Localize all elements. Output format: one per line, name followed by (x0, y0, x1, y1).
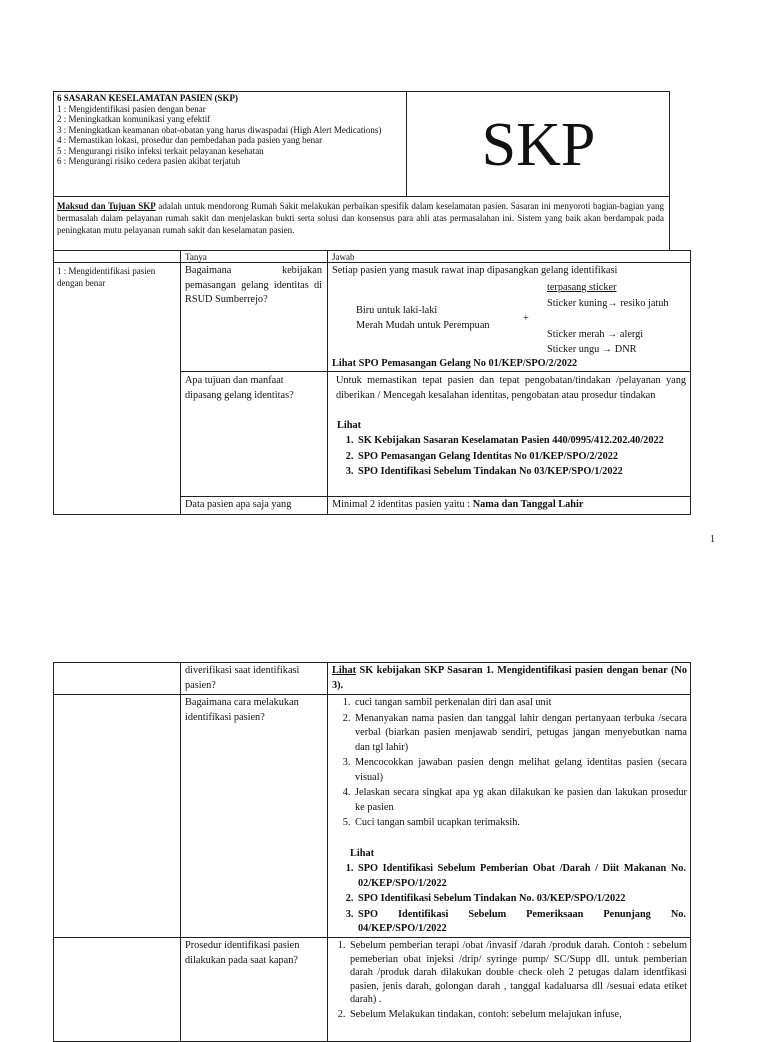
goal-item: 2 : Meningkatkan komunikasi yang efektif (57, 114, 211, 124)
answer-bold: Nama dan Tanggal Lahir (472, 499, 584, 510)
goal-item: 6 : Mengurangi risiko cedera pasien akibat terjatuh (57, 156, 241, 166)
list-item (353, 756, 687, 785)
question-text: Prosedur identifikasi pasien dilakukan pada saat kapan? (185, 940, 300, 966)
list-item (353, 786, 687, 815)
reference-item-text: SPO Identifikasi Sebelum Tindakan No 03/KEP/SPO/1/2022 (358, 466, 623, 477)
list-item-text: Sebelum Melakukan tindakan, contoh: sebelum melajukan infuse, (350, 1008, 622, 1020)
sticker-item: Sticker kuning→ resiko jatuh (547, 298, 669, 309)
reference-list (334, 434, 686, 481)
answer-text: Setiap pasien yang masuk rawat inap dipasangkan gelang identifikasi (332, 265, 618, 276)
goal-item: 1 : Mengidentifikasi pasien dengan benar (57, 103, 206, 114)
reference-body: SK kebijakan SKP Sasaran 1. Mengidentifikasi pasien dengan benar (No 3). (332, 665, 687, 691)
reference-item (356, 465, 686, 480)
goal-item: 4 : Memastikan lokasi, prosedur dan pembedahan pada pasien yang benar (57, 135, 323, 145)
answer-text: Biru untuk laki-laki (356, 305, 438, 316)
col-divider-1 (180, 662, 181, 1042)
section-label: 1 : Mengidentifikasi pasien dengan benar (57, 266, 156, 288)
items-list (326, 939, 687, 1022)
steps-list (331, 696, 687, 832)
row-line (53, 262, 691, 263)
goal-item: 3 : Meningkatkan keamanan obat-obatan yang harus diwaspadai (High Alert Medications) (57, 124, 382, 135)
reference-item (356, 450, 686, 465)
plus-sign: + (523, 313, 529, 324)
page-number: 1 (710, 534, 715, 545)
list-item-text: Jelaskan secara singkat apa yg akan dilakukan ke pasien dan lakukan prosedur ke pasien (355, 787, 687, 813)
reference-item (356, 892, 686, 907)
purpose-label: Maksud dan Tujuan SKP (57, 201, 156, 211)
list-item-text: cuci tangan sambil perkenalan diri dan asal unit (355, 697, 552, 708)
reference-text: Lihat SPO Pemasangan Gelang No 01/KEP/SPO/2/2022 (332, 358, 578, 369)
lihat-label: Lihat (332, 665, 357, 676)
list-item-text: Cuci tangan sambil ucapkan terimaksih. (355, 817, 520, 828)
question-text: Data pasien apa saja yang (185, 499, 292, 510)
purpose-text (57, 200, 664, 236)
list-item (353, 712, 687, 756)
skp-goals-block (57, 93, 402, 167)
list-item (353, 696, 687, 711)
skp-logo-text: SKP (481, 111, 596, 179)
sticker-item: Sticker merah → alergi (547, 329, 644, 340)
sticker-heading: terpasang sticker (547, 282, 617, 293)
lihat-label: Lihat (350, 848, 375, 859)
column-header-jawab: Jawab (332, 252, 355, 262)
answer-prefix: Minimal 2 identitas pasien yaitu : (332, 499, 473, 510)
column-header-tanya: Tanya (185, 252, 207, 262)
list-item-text: Menanyakan nama pasien dan tanggal lahir dengan pertanyaan terbuka /secara verbal (biarkan pasien menjawab sendiri, petugas jangan menyebutkan nama dan tgl lahir) (355, 712, 687, 753)
list-item (348, 1008, 687, 1022)
goal-item: 5 : Mengurangi risiko infeksi terkait pelayanan kesehatan (57, 145, 264, 156)
reference-text (332, 664, 687, 693)
question-text: Apa tujuan dan manfaat dipasang gelang identitas? (185, 375, 294, 401)
row-line (180, 496, 691, 497)
col-divider-2 (327, 250, 328, 515)
list-item (353, 816, 687, 831)
reference-item-text: SK Kebijakan Sasaran Keselamatan Pasien 440/0995/412.202.40/2022 (358, 435, 664, 446)
question-text: Bagaimana cara melakukan identifikasi pasien? (185, 697, 299, 723)
reference-item-text: SPO Pemasangan Gelang Identitas No 01/KEP/SPO/2/2022 (358, 450, 619, 462)
reference-item (356, 434, 686, 449)
row-line (53, 694, 691, 695)
answer-text: Untuk memastikan tepat pasien dan tepat pengobatan/tindakan /pelayanan yang diberikan / Mencegah kesalahan identitas, pengobatan atau prosedur tindakan (336, 375, 686, 401)
answer-text (332, 498, 688, 513)
question-text: Bagaimana kebijakan pemasangan gelang identitas di RSUD Sumberrejo? (185, 265, 322, 305)
list-item (348, 939, 687, 1007)
question-text: diverifikasi saat identifikasi pasien? (185, 665, 300, 691)
reference-list (334, 862, 686, 938)
reference-item (356, 862, 686, 891)
col-divider-1 (180, 250, 181, 515)
reference-item-text: SPO Identifikasi Sebelum Tindakan No. 03/KEP/SPO/1/2022 (358, 893, 626, 904)
lihat-label: Lihat (337, 420, 362, 431)
list-item-text: Mencocokkan jawaban pasien dengn melihat gelang identitas pasien (secara visual) (355, 757, 687, 783)
reference-item-text: SPO Identifikasi Sebelum Pemeriksaan Penunjang No. 04/KEP/SPO/1/2022 (358, 908, 686, 934)
answer-text: Merah Mudah untuk Perempuan (356, 320, 490, 331)
reference-item (356, 908, 686, 937)
skp-title: 6 SASARAN KESELAMATAN PASIEN (SKP) (57, 93, 239, 103)
reference-item-text: SPO Identifikasi Sebelum Pemberian Obat /Darah / Diit Makanan No. 02/KEP/SPO/1/2022 (358, 863, 686, 889)
list-item-text: Sebelum pemberian terapi /obat /invasif /darah /produk darah. Contoh : sebelum pemeberian obat injeksi /drip/ syringe pump/ SC/Supp dll. untuk pemberian darah /produk darah dilakukan double check oleh 2 petugas dalam identfikasi pasien, jenis darah, golongan darah , tanggal kadaluarsa dll /sesuai edata etiket darah) . (350, 940, 687, 1005)
purpose-body: adalah untuk mendorong Rumah Sakit melakukan perbaikan spesifik dalam keselamatan pasien. Sasaran ini menyoroti bagian-bagian yang bermasalah dalam pelayanan rumah sakit dan menjelaskan bukti serta solusi dan konsensus para ahli atas permasalahan ini. Sistem yang baik akan berdampak pada peningkatan mutu pelayanan rumah sakit dan keselamatan pasien. (57, 201, 664, 235)
sticker-item: Sticker ungu → DNR (547, 344, 637, 355)
